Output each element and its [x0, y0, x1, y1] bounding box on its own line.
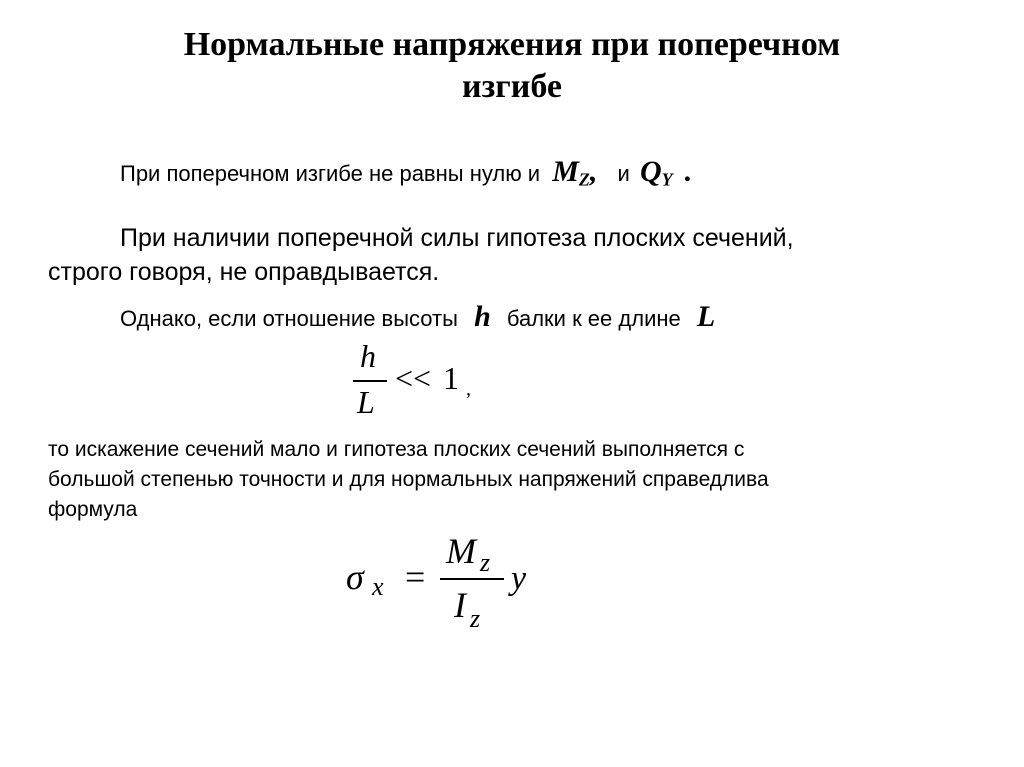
paragraph-1: [120, 155, 692, 191]
paragraph-4-line-1: то искажение сечений мало и гипотеза плоских сечений выполняется с: [48, 438, 745, 461]
paragraph-4-line-3: формула: [48, 498, 138, 521]
title-line-2: изгибе: [462, 68, 562, 105]
var-qy-base: Q: [639, 155, 662, 188]
paragraph-2-line-2: строго говоря, не оправдывается.: [48, 258, 440, 286]
ratio-numerator: h: [360, 338, 376, 374]
paragraph-3: [120, 300, 715, 334]
separator-comma: ,: [589, 155, 598, 188]
paragraph-1-text: При поперечном изгибе не равны нулю и: [120, 161, 541, 186]
formula-equals: =: [405, 557, 426, 597]
var-mz: [552, 155, 590, 188]
ratio-denominator: L: [357, 384, 375, 420]
var-qy-sub: Y: [661, 169, 673, 190]
ratio-fraction-line: [353, 380, 387, 382]
formula-factor-y: y: [511, 560, 527, 597]
paragraph-4-line-2: большой степенью точности и для нормальных напряжений справедлива: [48, 468, 769, 491]
paragraph-2-line-1: При наличии поперечной силы гипотеза плоских сечений,: [120, 224, 794, 252]
formula-sigma: σ: [346, 557, 364, 597]
formula-denominator-sub: z: [470, 604, 481, 633]
formula-numerator-sub: z: [480, 548, 491, 577]
conjunction: и: [617, 161, 630, 186]
formula-sigma-sub: x: [372, 572, 384, 601]
end-period: .: [684, 155, 693, 188]
paragraph-3-text-2: балки к ее длине: [506, 306, 681, 331]
var-mz-base: M: [552, 155, 579, 188]
formula-numerator: M: [446, 531, 476, 571]
var-h: h: [474, 300, 491, 333]
var-qy: [640, 155, 673, 188]
var-l: L: [696, 300, 716, 333]
ratio-relation: <<: [395, 360, 432, 396]
title-line-1: Нормальные напряжения при поперечном: [183, 26, 841, 63]
ratio-trailing-comma: ,: [466, 378, 471, 400]
var-mz-sub: Z: [578, 169, 590, 190]
paragraph-3-text-1: Однако, если отношение высоты: [120, 306, 458, 331]
slide-title: [0, 24, 1024, 108]
ratio-value: 1: [443, 360, 459, 396]
formula-denominator: I: [454, 585, 466, 625]
formula-fraction-line: [440, 578, 504, 580]
